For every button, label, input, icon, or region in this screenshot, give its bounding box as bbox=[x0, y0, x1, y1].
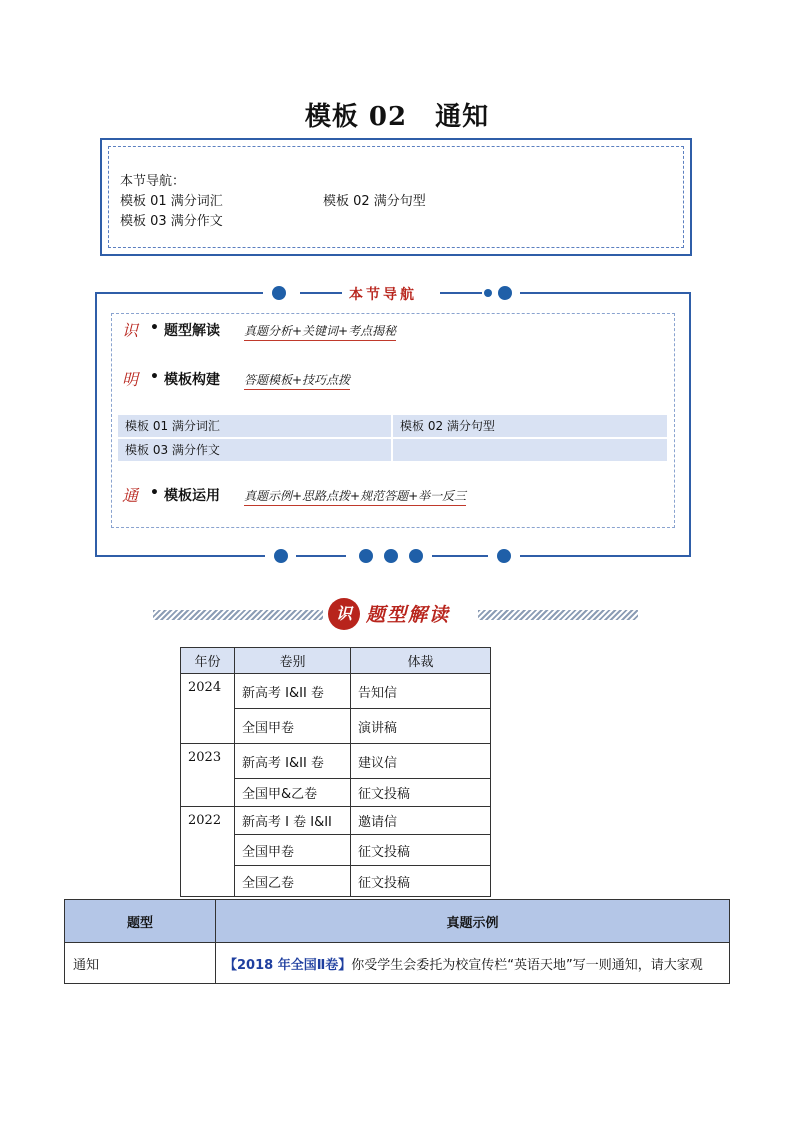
paper-cell: 新高考 I 卷 I&II bbox=[235, 807, 351, 835]
grid-cell-empty bbox=[393, 439, 667, 461]
section-glyph: 明 bbox=[122, 370, 139, 389]
exam-header-genre: 体裁 bbox=[351, 648, 491, 674]
paper-cell: 新高考 I&II 卷 bbox=[235, 674, 351, 709]
section-row-jiedu[interactable] bbox=[122, 320, 622, 344]
example-source-tag: 【2018 年全国Ⅱ卷】 bbox=[224, 957, 352, 973]
exam-header-year: 年份 bbox=[181, 648, 235, 674]
page-title bbox=[0, 96, 794, 133]
paper-cell: 新高考 I&II 卷 bbox=[235, 744, 351, 779]
section-glyph: 识 bbox=[122, 321, 139, 340]
nav-summary-heading: 本节导航： bbox=[120, 174, 186, 189]
banner-badge-icon: 识 bbox=[328, 598, 360, 630]
nav-top-line-inner-left bbox=[300, 292, 342, 294]
genre-cell: 邀请信 bbox=[351, 807, 491, 835]
nav-top-line-right bbox=[520, 292, 691, 294]
nav-bottom-dot bbox=[497, 549, 511, 563]
section-glyph: 通 bbox=[122, 486, 139, 505]
genre-cell: 建议信 bbox=[351, 744, 491, 779]
banner-stripe-right bbox=[478, 610, 638, 620]
nav-bottom-line-right bbox=[520, 555, 691, 557]
section-row-subtitle: 答题模板+技巧点拨 bbox=[244, 371, 350, 390]
section-row-subtitle: 真题分析+关键词+考点揭秘 bbox=[244, 322, 396, 341]
nav-top-line-inner-right bbox=[440, 292, 482, 294]
nav-bottom-dot bbox=[359, 549, 373, 563]
template-grid bbox=[118, 415, 667, 463]
section-row-yunyong[interactable] bbox=[122, 485, 622, 509]
year-cell: 2023 bbox=[181, 744, 235, 807]
nav-bottom-line-mid-left bbox=[296, 555, 346, 557]
section-row-goujian[interactable] bbox=[122, 369, 622, 393]
genre-cell: 征文投稿 bbox=[351, 835, 491, 866]
nav-top-line-left bbox=[95, 292, 263, 294]
paper-cell: 全国甲卷 bbox=[235, 709, 351, 744]
nav-bottom-dot bbox=[274, 549, 288, 563]
exam-table bbox=[180, 647, 491, 897]
exam-table-header bbox=[181, 648, 491, 674]
nav-top-dot-small bbox=[484, 289, 492, 297]
example-sample-cell bbox=[216, 943, 730, 984]
example-header-sample: 真题示例 bbox=[216, 900, 730, 943]
table-row bbox=[181, 744, 491, 779]
bullet-icon: • bbox=[150, 320, 159, 336]
banner-title: 题型解读 bbox=[366, 604, 451, 626]
page-title-sub: 通知 bbox=[435, 102, 490, 132]
example-table-header bbox=[65, 900, 730, 943]
section-row-name: 模板运用 bbox=[164, 488, 220, 504]
paper-cell: 全国甲卷 bbox=[235, 835, 351, 866]
nav-bottom-dot bbox=[409, 549, 423, 563]
grid-cell-template-02[interactable]: 模板 02 满分句型 bbox=[393, 415, 667, 437]
exam-header-paper: 卷别 bbox=[235, 648, 351, 674]
example-table bbox=[64, 899, 730, 984]
example-prompt-text: 你受学生会委托为校宣传栏“英语天地”写一则通知，请大家观 bbox=[351, 957, 703, 973]
page-title-main: 模板 02 bbox=[304, 102, 408, 132]
year-cell: 2022 bbox=[181, 807, 235, 897]
example-header-type: 题型 bbox=[65, 900, 216, 943]
nav-top-dot bbox=[498, 286, 512, 300]
grid-cell-template-01[interactable]: 模板 01 满分词汇 bbox=[118, 415, 391, 437]
table-row bbox=[181, 807, 491, 835]
genre-cell: 告知信 bbox=[351, 674, 491, 709]
table-row bbox=[65, 943, 730, 984]
genre-cell: 征文投稿 bbox=[351, 866, 491, 897]
nav-item-template-03[interactable]: 模板 03 满分作文 bbox=[120, 214, 223, 229]
year-cell: 2024 bbox=[181, 674, 235, 744]
section-nav-title: 本节导航 bbox=[349, 287, 417, 303]
genre-cell: 演讲稿 bbox=[351, 709, 491, 744]
genre-cell: 征文投稿 bbox=[351, 779, 491, 807]
grid-cell-template-03[interactable]: 模板 03 满分作文 bbox=[118, 439, 391, 461]
bullet-icon: • bbox=[150, 485, 159, 501]
paper-cell: 全国乙卷 bbox=[235, 866, 351, 897]
bullet-icon: • bbox=[150, 369, 159, 385]
section-row-name: 题型解读 bbox=[164, 323, 220, 339]
nav-item-template-02[interactable]: 模板 02 满分句型 bbox=[323, 194, 426, 209]
nav-summary-box bbox=[100, 138, 692, 256]
banner-stripe-left bbox=[153, 610, 323, 620]
paper-cell: 全国甲&乙卷 bbox=[235, 779, 351, 807]
section-row-subtitle: 真题示例+思路点拨+规范答题+举一反三 bbox=[244, 487, 466, 506]
example-type-cell: 通知 bbox=[65, 943, 216, 984]
nav-bottom-dot bbox=[384, 549, 398, 563]
section-row-name: 模板构建 bbox=[164, 372, 220, 388]
nav-bottom-line-mid-right bbox=[432, 555, 488, 557]
table-row bbox=[181, 674, 491, 709]
nav-bottom-line-left bbox=[95, 555, 265, 557]
nav-top-dot bbox=[272, 286, 286, 300]
nav-item-template-01[interactable]: 模板 01 满分词汇 bbox=[120, 194, 223, 209]
